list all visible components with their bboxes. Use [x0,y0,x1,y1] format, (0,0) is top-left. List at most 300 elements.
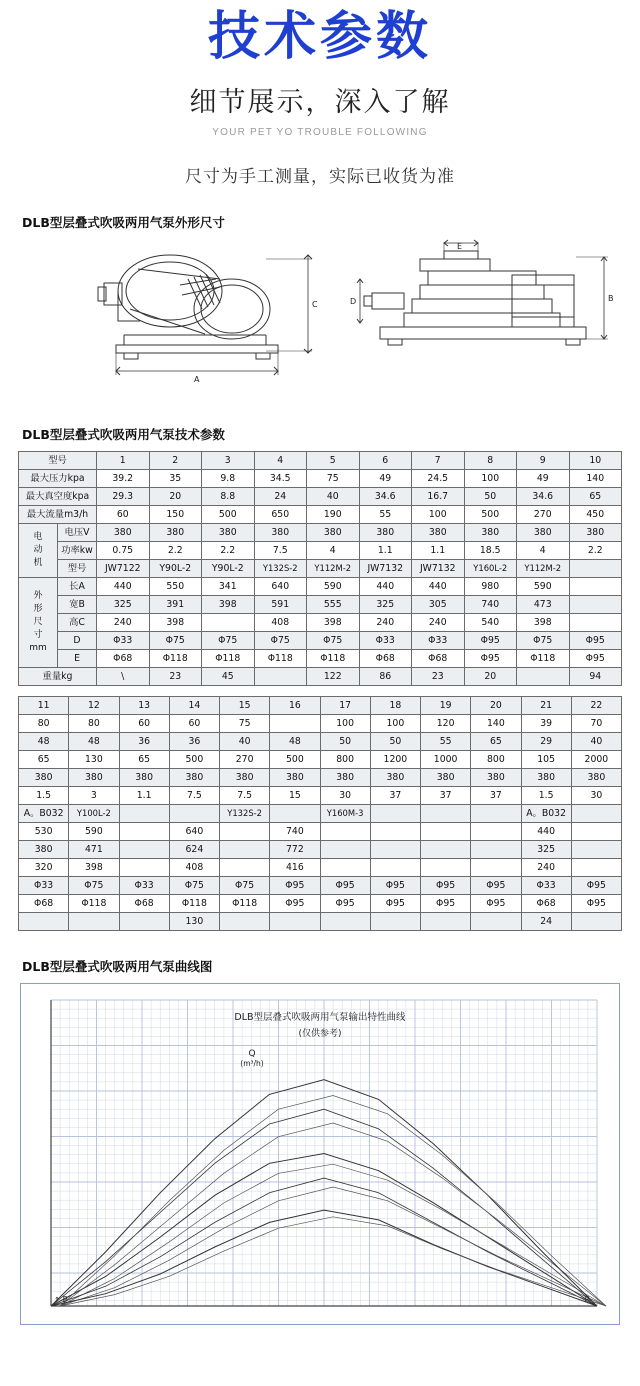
row-sub-label: 电压V [58,523,97,541]
table-row [19,804,622,822]
table-cell: Y160M-3 [320,804,370,822]
row-label: 最大流量m3/h [19,505,97,523]
table-cell: 80 [19,714,69,732]
table-cell [370,804,420,822]
params-section-title: DLB型层叠式吹吸两用气泵技术参数 [22,426,225,442]
table-cell: 100 [464,469,517,487]
table-cell [421,822,471,840]
table-cell: 380 [471,768,521,786]
table-cell: 15 [220,696,270,714]
table-cell: 398 [517,613,570,631]
table-cell: 8 [464,451,517,469]
table-cell: 8.8 [202,487,255,505]
table-cell: 980 [464,577,517,595]
table-cell: 60 [119,714,169,732]
table-cell: 3 [69,786,119,804]
table-cell: 380 [149,523,202,541]
table-cell: 9 [517,451,570,469]
table-row [19,696,622,714]
table-cell: 380 [202,523,255,541]
spec-table-2-wrap [18,696,622,931]
chart-y-axis-unit: (m³/h) [240,1058,264,1068]
table-row [19,876,622,894]
table-cell: 50 [464,487,517,505]
table-row [19,714,622,732]
table-cell: 55 [421,732,471,750]
table-cell: 380 [169,768,219,786]
table-cell [421,912,471,930]
table-cell: 380 [307,523,360,541]
table-cell [220,822,270,840]
table-cell: 772 [270,840,320,858]
table-cell: 20 [149,487,202,505]
table-cell: 2.2 [149,541,202,559]
table-cell: 36 [119,732,169,750]
table-cell: 6 [359,451,412,469]
table-row [19,858,622,876]
table-cell: 13 [119,696,169,714]
table-cell: 540 [464,613,517,631]
table-cell [19,912,69,930]
table-cell: A。B032 [19,804,69,822]
table-cell [220,858,270,876]
row-label: 最大压力kpa [19,469,97,487]
table-cell: 40 [220,732,270,750]
table-cell [270,912,320,930]
table-cell: 48 [19,732,69,750]
table-cell: 380 [412,523,465,541]
row-sub-label: 高C [58,613,97,631]
table-cell: 120 [421,714,471,732]
table-cell: Φ75 [220,876,270,894]
table-cell [370,822,420,840]
table-cell: Φ95 [320,876,370,894]
table-cell [270,714,320,732]
table-cell: 100 [370,714,420,732]
table-cell: 150 [149,505,202,523]
table-cell: 305 [412,595,465,613]
table-cell: Φ118 [169,894,219,912]
table-cell: 190 [307,505,360,523]
table-cell: Y160L-2 [464,559,517,577]
table-cell: 380 [270,768,320,786]
table-cell: 325 [521,840,571,858]
table-cell: 471 [69,840,119,858]
table-cell [471,912,521,930]
table-cell: 10 [569,451,622,469]
table-cell: 7.5 [220,786,270,804]
table-cell: Φ118 [220,894,270,912]
table-cell: Φ33 [97,631,150,649]
table-cell: 94 [569,667,622,685]
table-cell: 240 [521,858,571,876]
row-label: 重量kg [19,667,97,685]
table-cell: 1 [97,451,150,469]
table-cell: 49 [517,469,570,487]
table-cell [571,840,621,858]
table-row [19,577,622,595]
table-cell: 21 [521,696,571,714]
table-cell [517,667,570,685]
table-cell: 48 [270,732,320,750]
table-cell [119,912,169,930]
table-cell: Φ95 [270,894,320,912]
table-cell: Φ68 [521,894,571,912]
table-cell: 380 [97,523,150,541]
table-cell [421,840,471,858]
table-cell: 398 [69,858,119,876]
table-cell: 5 [307,451,360,469]
table-cell: 40 [307,487,360,505]
table-cell: 34.5 [254,469,307,487]
table-cell: 408 [254,613,307,631]
spec-table-1-wrap [18,451,622,686]
table-row [19,840,622,858]
table-cell: 800 [471,750,521,768]
table-cell: 29 [521,732,571,750]
table-cell: 7.5 [169,786,219,804]
table-cell: Φ95 [370,876,420,894]
table-cell: 624 [169,840,219,858]
table-cell: Φ118 [517,649,570,667]
table-row [19,786,622,804]
table-cell: 2 [149,451,202,469]
table-cell: 380 [464,523,517,541]
table-cell: 12 [69,696,119,714]
table-cell [220,912,270,930]
table-cell: 800 [320,750,370,768]
table-cell: 398 [202,595,255,613]
table-row [19,613,622,631]
table-cell [370,858,420,876]
table-cell: 380 [521,768,571,786]
table-row [19,649,622,667]
table-row [19,505,622,523]
table-cell: Φ118 [307,649,360,667]
dim-label-d: D [350,296,357,306]
table-cell: 65 [119,750,169,768]
table-cell: 380 [370,768,420,786]
table-cell: 380 [19,768,69,786]
table-cell: 1.1 [359,541,412,559]
table-cell: 80 [69,714,119,732]
table-cell: JW7132 [359,559,412,577]
table-cell: Φ33 [521,876,571,894]
table-row [19,822,622,840]
table-row [19,469,622,487]
table-cell [569,577,622,595]
table-cell: \ [97,667,150,685]
table-cell: 34.6 [517,487,570,505]
table-cell: 440 [359,577,412,595]
table-cell: 22 [571,696,621,714]
table-cell: Y112M-2 [517,559,570,577]
table-cell: 20 [471,696,521,714]
table-cell: Φ95 [471,876,521,894]
table-cell [320,840,370,858]
page-header [0,0,640,187]
chart-title: DLB型层叠式吹吸两用气泵输出特性曲线 [234,1011,406,1023]
table-cell: 240 [97,613,150,631]
table-cell: Φ33 [412,631,465,649]
table-cell: 0.75 [97,541,150,559]
table-cell: 34.6 [359,487,412,505]
row-sub-label: 长A [58,577,97,595]
table-cell: 380 [19,840,69,858]
table-cell: Φ118 [149,649,202,667]
table-cell: 70 [571,714,621,732]
table-cell: Φ95 [421,894,471,912]
table-cell: Φ95 [370,894,420,912]
table-cell: 37 [370,786,420,804]
table-cell: Φ75 [254,631,307,649]
table-cell: Φ68 [97,649,150,667]
table-row [19,732,622,750]
table-cell: 740 [270,822,320,840]
table-cell: 100 [412,505,465,523]
table-cell [421,804,471,822]
table-cell: JW7122 [97,559,150,577]
table-cell: 473 [517,595,570,613]
dimensions-section-title: DLB型层叠式吹吸两用气泵外形尺寸 [22,214,225,230]
table-row [19,768,622,786]
table-cell: 1000 [421,750,471,768]
table-cell: 2.2 [569,541,622,559]
table-cell: 16.7 [412,487,465,505]
table-cell: 130 [169,912,219,930]
table-cell: 1.5 [521,786,571,804]
row-sub-label: E [58,649,97,667]
table-cell: 37 [471,786,521,804]
table-cell: 30 [571,786,621,804]
table-cell: 380 [421,768,471,786]
table-cell [254,667,307,685]
table-cell: 640 [169,822,219,840]
spec-table-1 [18,451,622,686]
table-cell: 270 [517,505,570,523]
table-cell: 4 [517,541,570,559]
chart-x-axis-label-right: P [584,1294,590,1304]
table-cell: 39.2 [97,469,150,487]
table-cell: 18 [370,696,420,714]
table-cell: 380 [220,768,270,786]
page-title: 技术参数 [207,7,432,67]
table-cell [370,912,420,930]
table-row [19,912,622,930]
table-cell: Φ75 [149,631,202,649]
table-row [19,487,622,505]
table-row [19,559,622,577]
table-cell: Φ95 [569,649,622,667]
row-label: 型号 [19,451,97,469]
table-cell: Φ75 [202,631,255,649]
row-sub-label: 型号 [58,559,97,577]
table-cell: 1200 [370,750,420,768]
table-cell: 140 [471,714,521,732]
table-cell: 7 [412,451,465,469]
table-cell: 550 [149,577,202,595]
table-cell: 50 [320,732,370,750]
table-cell: 530 [19,822,69,840]
table-row [19,523,622,541]
dim-label-e: E [457,241,463,251]
chart-x-axis-label: P [62,1294,68,1304]
table-cell: A。B032 [521,804,571,822]
table-cell [119,840,169,858]
table-cell: Φ95 [464,631,517,649]
table-cell: 3 [202,451,255,469]
table-cell: 320 [19,858,69,876]
table-cell: 49 [359,469,412,487]
table-cell: 398 [307,613,360,631]
table-cell [571,858,621,876]
table-cell: 440 [521,822,571,840]
table-cell [569,613,622,631]
table-cell: Φ95 [464,649,517,667]
row-sub-label: 宽B [58,595,97,613]
table-cell: 60 [97,505,150,523]
chart-y-axis-label: Q [248,1048,256,1059]
table-cell: JW7132 [412,559,465,577]
table-cell [471,858,521,876]
table-cell [220,840,270,858]
table-cell: Φ33 [19,876,69,894]
table-cell [571,912,621,930]
table-cell: 391 [149,595,202,613]
table-cell: Φ33 [119,876,169,894]
table-cell [471,804,521,822]
table-row [19,894,622,912]
table-cell: 440 [97,577,150,595]
table-cell [569,595,622,613]
table-cell: Φ68 [412,649,465,667]
table-cell: 11 [19,696,69,714]
table-cell [119,804,169,822]
table-cell: Φ68 [19,894,69,912]
table-cell: 341 [202,577,255,595]
table-cell: Φ95 [471,894,521,912]
table-cell: 16 [270,696,320,714]
table-cell: Y100L-2 [69,804,119,822]
table-cell: 24 [521,912,571,930]
table-cell: 122 [307,667,360,685]
table-cell: 590 [307,577,360,595]
table-cell: 14 [169,696,219,714]
table-cell: 40 [571,732,621,750]
table-cell: 65 [471,732,521,750]
dim-label-b: B [608,293,614,303]
table-cell: Y90L-2 [149,559,202,577]
table-cell: Y132S-2 [254,559,307,577]
table-row [19,451,622,469]
table-cell: Φ95 [571,894,621,912]
page-subtitle-english: YOUR PET YO TROUBLE FOLLOWING [212,126,428,138]
table-cell: 24.5 [412,469,465,487]
table-cell: Φ33 [359,631,412,649]
table-cell [320,858,370,876]
table-cell: 4 [307,541,360,559]
table-cell: 380 [517,523,570,541]
table-cell [119,822,169,840]
table-cell: 591 [254,595,307,613]
table-cell [270,804,320,822]
table-cell: 105 [521,750,571,768]
table-cell: 50 [370,732,420,750]
table-cell: Φ68 [119,894,169,912]
table-cell: 440 [412,577,465,595]
table-cell: 18.5 [464,541,517,559]
table-cell [169,804,219,822]
table-cell: 380 [119,768,169,786]
table-cell: 65 [569,487,622,505]
table-cell: Φ95 [320,894,370,912]
table-cell: 555 [307,595,360,613]
table-row [19,541,622,559]
table-cell: 408 [169,858,219,876]
table-cell: 55 [359,505,412,523]
table-cell [119,858,169,876]
table-cell: Φ95 [571,876,621,894]
table-cell [471,822,521,840]
table-cell: 640 [254,577,307,595]
table-cell: 380 [254,523,307,541]
table-cell: Φ75 [69,876,119,894]
table-cell: 23 [149,667,202,685]
curve-section-title: DLB型层叠式吹吸两用气泵曲线图 [22,958,213,974]
table-cell: 240 [412,613,465,631]
table-cell: 35 [149,469,202,487]
table-cell: 17 [320,696,370,714]
table-cell: 9.8 [202,469,255,487]
table-cell [571,804,621,822]
table-cell: Φ95 [270,876,320,894]
table-cell: 1.5 [19,786,69,804]
table-cell: 2000 [571,750,621,768]
table-cell [421,858,471,876]
table-row [19,631,622,649]
table-cell [571,822,621,840]
table-cell: Φ75 [307,631,360,649]
table-cell: 39 [521,714,571,732]
table-cell: 45 [202,667,255,685]
table-cell: 2.2 [202,541,255,559]
table-cell [370,840,420,858]
table-cell: 7.5 [254,541,307,559]
table-cell: 380 [320,768,370,786]
page-subtitle: 细节展示，深入了解 [189,86,451,118]
table-cell: 325 [359,595,412,613]
table-cell: 100 [320,714,370,732]
table-cell [320,912,370,930]
table-row [19,595,622,613]
table-cell [69,912,119,930]
table-cell: Φ118 [254,649,307,667]
table-cell: 380 [569,523,622,541]
table-cell: Y112M-2 [307,559,360,577]
table-cell: 37 [421,786,471,804]
table-row [19,667,622,685]
table-cell: 23 [412,667,465,685]
table-cell: 36 [169,732,219,750]
table-cell: Φ118 [202,649,255,667]
table-cell: 24 [254,487,307,505]
table-cell: 1.1 [412,541,465,559]
table-cell: 590 [69,822,119,840]
table-cell: 15 [270,786,320,804]
table-cell: 380 [69,768,119,786]
table-cell: Φ75 [517,631,570,649]
table-cell: 140 [569,469,622,487]
